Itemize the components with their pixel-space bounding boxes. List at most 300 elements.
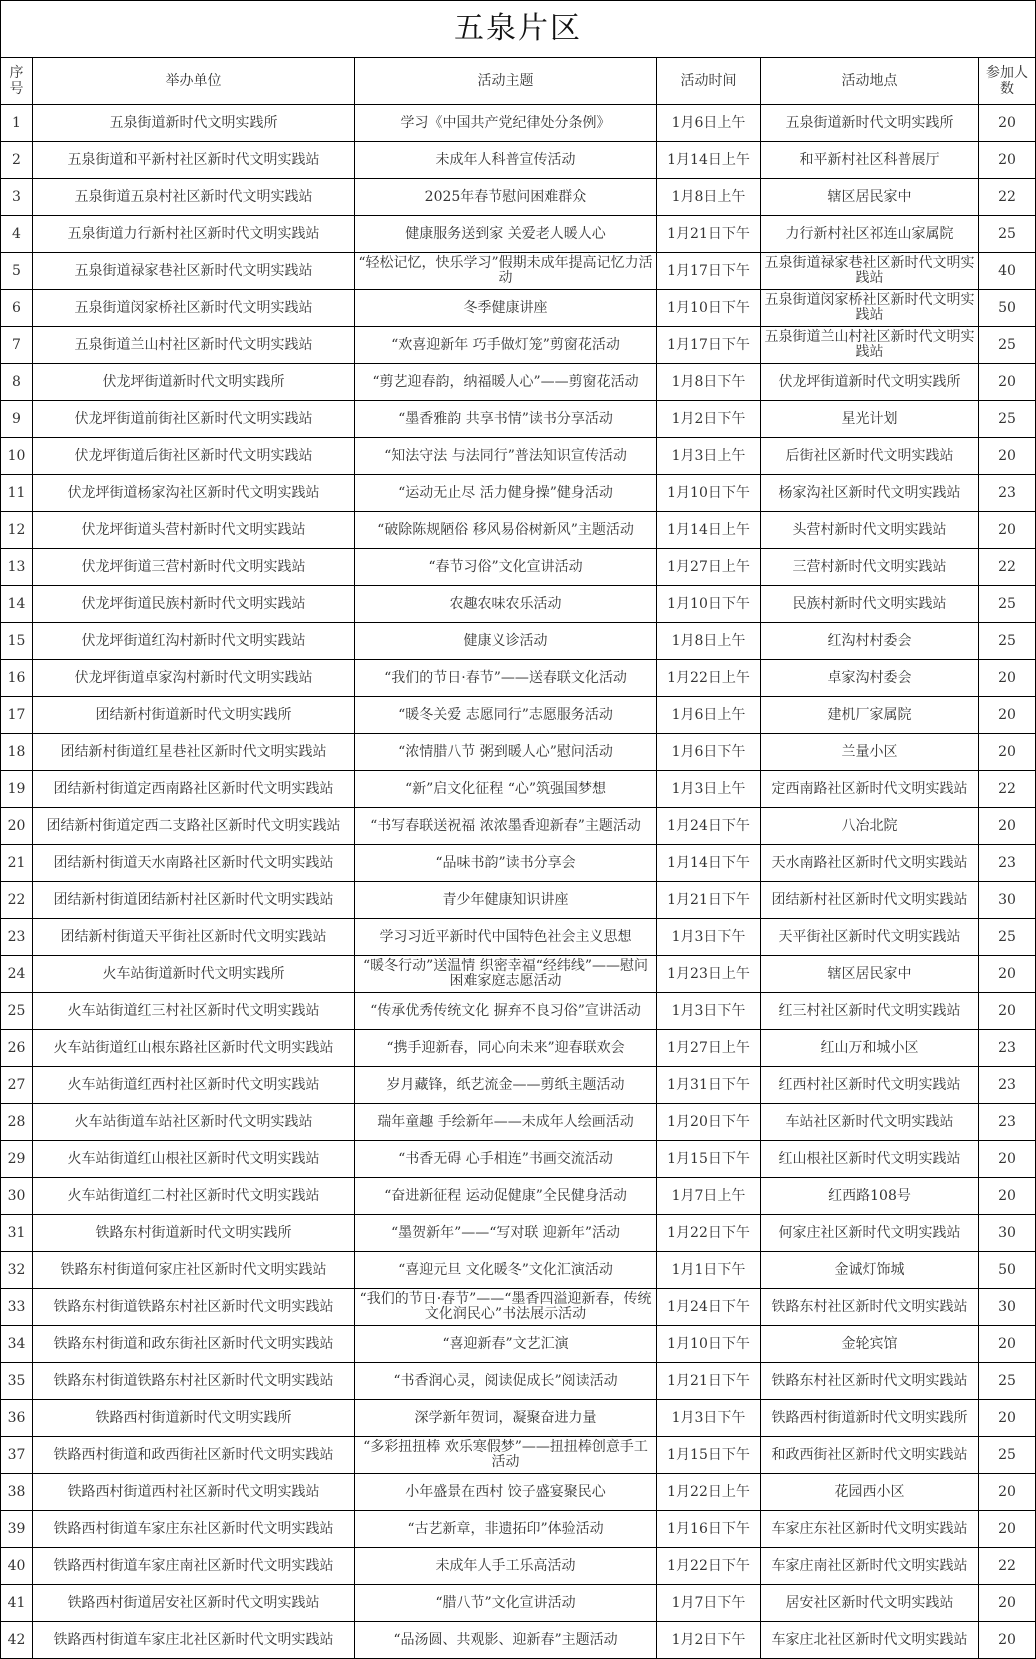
organizer-cell: 伏龙坪街道红沟村新时代文明实践站 [33, 623, 355, 660]
row-number: 24 [1, 956, 33, 993]
table-row [1, 1400, 1036, 1437]
row-number: 22 [1, 882, 33, 919]
organizer-cell: 火车站街道红山根社区新时代文明实践站 [33, 1141, 355, 1178]
table-row [1, 660, 1036, 697]
topic-cell: 小年盛景在西村 饺子盛宴聚民心 [355, 1474, 657, 1511]
topic-cell: “我们的节日·春节”——送春联文化活动 [355, 660, 657, 697]
place-cell: 红山万和城小区 [761, 1030, 979, 1067]
time-cell: 1月10日下午 [657, 475, 761, 512]
row-number: 30 [1, 1178, 33, 1215]
row-number: 21 [1, 845, 33, 882]
time-cell: 1月15日下午 [657, 1141, 761, 1178]
row-number: 17 [1, 697, 33, 734]
topic-cell: 未成年人科普宣传活动 [355, 142, 657, 179]
time-cell: 1月7日上午 [657, 1178, 761, 1215]
count-cell: 25 [979, 401, 1036, 438]
place-cell: 天平街社区新时代文明实践站 [761, 919, 979, 956]
topic-cell: 深学新年贺词，凝聚奋进力量 [355, 1400, 657, 1437]
table-row [1, 1252, 1036, 1289]
topic-cell: “浓情腊八节 粥到暖人心”慰问活动 [355, 734, 657, 771]
organizer-cell: 五泉街道和平新村社区新时代文明实践站 [33, 142, 355, 179]
topic-cell: 青少年健康知识讲座 [355, 882, 657, 919]
count-cell: 20 [979, 993, 1036, 1030]
time-cell: 1月2日下午 [657, 401, 761, 438]
place-cell: 车家庄北社区新时代文明实践站 [761, 1622, 979, 1659]
place-cell: 铁路西村街道新时代文明实践所 [761, 1400, 979, 1437]
organizer-cell: 铁路东村街道铁路东村社区新时代文明实践站 [33, 1363, 355, 1400]
table-row [1, 1363, 1036, 1400]
header-organizer: 举办单位 [33, 58, 355, 105]
organizer-cell: 铁路西村街道车家庄北社区新时代文明实践站 [33, 1622, 355, 1659]
table-row [1, 1104, 1036, 1141]
place-cell: 力行新村社区祁连山家属院 [761, 216, 979, 253]
title-row [1, 1, 1036, 58]
table-row [1, 253, 1036, 290]
table-row [1, 290, 1036, 327]
time-cell: 1月3日下午 [657, 919, 761, 956]
place-cell: 和平新村社区科普展厅 [761, 142, 979, 179]
time-cell: 1月1日下午 [657, 1252, 761, 1289]
count-cell: 23 [979, 1030, 1036, 1067]
time-cell: 1月23日上午 [657, 956, 761, 993]
organizer-cell: 铁路东村街道新时代文明实践所 [33, 1215, 355, 1252]
place-cell: 和政西街社区新时代文明实践站 [761, 1437, 979, 1474]
row-number: 29 [1, 1141, 33, 1178]
table-row [1, 475, 1036, 512]
place-cell: 团结新村社区新时代文明实践站 [761, 882, 979, 919]
table-row [1, 1511, 1036, 1548]
row-number: 10 [1, 438, 33, 475]
count-cell: 25 [979, 586, 1036, 623]
count-cell: 50 [979, 290, 1036, 327]
organizer-cell: 五泉街道力行新村社区新时代文明实践站 [33, 216, 355, 253]
time-cell: 1月22日下午 [657, 1548, 761, 1585]
row-number: 5 [1, 253, 33, 290]
organizer-cell: 铁路西村街道西村社区新时代文明实践站 [33, 1474, 355, 1511]
table-row [1, 734, 1036, 771]
count-cell: 23 [979, 1067, 1036, 1104]
row-number: 18 [1, 734, 33, 771]
time-cell: 1月8日上午 [657, 623, 761, 660]
topic-cell: “品味书韵”读书分享会 [355, 845, 657, 882]
row-number: 19 [1, 771, 33, 808]
count-cell: 20 [979, 438, 1036, 475]
table-row [1, 1622, 1036, 1659]
time-cell: 1月17日下午 [657, 253, 761, 290]
place-cell: 八冶北院 [761, 808, 979, 845]
header-row [1, 58, 1036, 105]
row-number: 26 [1, 1030, 33, 1067]
count-cell: 20 [979, 734, 1036, 771]
count-cell: 20 [979, 1511, 1036, 1548]
organizer-cell: 铁路东村街道和政东街社区新时代文明实践站 [33, 1326, 355, 1363]
table-row [1, 845, 1036, 882]
table-row [1, 1178, 1036, 1215]
count-cell: 23 [979, 845, 1036, 882]
topic-cell: 岁月藏锋，纸艺流金——剪纸主题活动 [355, 1067, 657, 1104]
place-cell: 天水南路社区新时代文明实践站 [761, 845, 979, 882]
time-cell: 1月21日下午 [657, 882, 761, 919]
place-cell: 三营村新时代文明实践站 [761, 549, 979, 586]
count-cell: 30 [979, 1215, 1036, 1252]
row-number: 31 [1, 1215, 33, 1252]
organizer-cell: 伏龙坪街道后街社区新时代文明实践站 [33, 438, 355, 475]
organizer-cell: 五泉街道五泉村社区新时代文明实践站 [33, 179, 355, 216]
topic-cell: “书写春联送祝福 浓浓墨香迎新春”主题活动 [355, 808, 657, 845]
time-cell: 1月21日下午 [657, 216, 761, 253]
place-cell: 卓家沟村委会 [761, 660, 979, 697]
row-number: 14 [1, 586, 33, 623]
topic-cell: “喜迎元旦 文化暖冬”文化汇演活动 [355, 1252, 657, 1289]
row-number: 13 [1, 549, 33, 586]
table-row [1, 956, 1036, 993]
place-cell: 后街社区新时代文明实践站 [761, 438, 979, 475]
organizer-cell: 铁路西村街道车家庄东社区新时代文明实践站 [33, 1511, 355, 1548]
topic-cell: “我们的节日·春节”——“墨香四溢迎新春，传统文化润民心”书法展示活动 [355, 1289, 657, 1326]
organizer-cell: 伏龙坪街道前街社区新时代文明实践站 [33, 401, 355, 438]
table-row [1, 179, 1036, 216]
row-number: 27 [1, 1067, 33, 1104]
table-row [1, 401, 1036, 438]
count-cell: 20 [979, 697, 1036, 734]
count-cell: 20 [979, 512, 1036, 549]
place-cell: 建机厂家属院 [761, 697, 979, 734]
organizer-cell: 铁路西村街道居安社区新时代文明实践站 [33, 1585, 355, 1622]
place-cell: 车家庄东社区新时代文明实践站 [761, 1511, 979, 1548]
topic-cell: “多彩扭扭棒 欢乐寒假梦”——扭扭棒创意手工活动 [355, 1437, 657, 1474]
time-cell: 1月27日上午 [657, 549, 761, 586]
topic-cell: “运动无止尽 活力健身操”健身活动 [355, 475, 657, 512]
organizer-cell: 铁路西村街道新时代文明实践所 [33, 1400, 355, 1437]
row-number: 37 [1, 1437, 33, 1474]
header-time: 活动时间 [657, 58, 761, 105]
time-cell: 1月22日上午 [657, 1474, 761, 1511]
time-cell: 1月22日上午 [657, 660, 761, 697]
place-cell: 五泉街道禄家巷社区新时代文明实践站 [761, 253, 979, 290]
count-cell: 23 [979, 1104, 1036, 1141]
time-cell: 1月3日上午 [657, 438, 761, 475]
time-cell: 1月16日下午 [657, 1511, 761, 1548]
count-cell: 22 [979, 771, 1036, 808]
table-row [1, 1067, 1036, 1104]
count-cell: 20 [979, 1326, 1036, 1363]
row-number: 16 [1, 660, 33, 697]
place-cell: 何家庄社区新时代文明实践站 [761, 1215, 979, 1252]
table-row [1, 142, 1036, 179]
topic-cell: “墨香雅韵 共享书情”读书分享活动 [355, 401, 657, 438]
place-cell: 金轮宾馆 [761, 1326, 979, 1363]
organizer-cell: 团结新村街道定西南路社区新时代文明实践站 [33, 771, 355, 808]
organizer-cell: 团结新村街道红星巷社区新时代文明实践站 [33, 734, 355, 771]
count-cell: 25 [979, 919, 1036, 956]
count-cell: 20 [979, 142, 1036, 179]
organizer-cell: 伏龙坪街道杨家沟社区新时代文明实践站 [33, 475, 355, 512]
topic-cell: 未成年人手工乐高活动 [355, 1548, 657, 1585]
time-cell: 1月17日下午 [657, 327, 761, 364]
topic-cell: “暖冬行动”送温情 织密幸福“经纬线”——慰问困难家庭志愿活动 [355, 956, 657, 993]
row-number: 34 [1, 1326, 33, 1363]
time-cell: 1月10日下午 [657, 586, 761, 623]
row-number: 28 [1, 1104, 33, 1141]
header-count: 参加人数 [979, 58, 1036, 105]
row-number: 32 [1, 1252, 33, 1289]
count-cell: 22 [979, 1548, 1036, 1585]
header-topic: 活动主题 [355, 58, 657, 105]
time-cell: 1月31日下午 [657, 1067, 761, 1104]
count-cell: 25 [979, 1437, 1036, 1474]
row-number: 20 [1, 808, 33, 845]
row-number: 12 [1, 512, 33, 549]
topic-cell: 健康义诊活动 [355, 623, 657, 660]
organizer-cell: 五泉街道禄家巷社区新时代文明实践站 [33, 253, 355, 290]
topic-cell: “品汤圆、共观影、迎新春”主题活动 [355, 1622, 657, 1659]
row-number: 23 [1, 919, 33, 956]
time-cell: 1月22日下午 [657, 1215, 761, 1252]
table-row [1, 1141, 1036, 1178]
organizer-cell: 团结新村街道新时代文明实践所 [33, 697, 355, 734]
topic-cell: “破除陈规陋俗 移风易俗树新风”主题活动 [355, 512, 657, 549]
time-cell: 1月24日下午 [657, 1289, 761, 1326]
organizer-cell: 火车站街道新时代文明实践所 [33, 956, 355, 993]
time-cell: 1月21日下午 [657, 1363, 761, 1400]
count-cell: 25 [979, 216, 1036, 253]
place-cell: 兰量小区 [761, 734, 979, 771]
count-cell: 20 [979, 364, 1036, 401]
count-cell: 20 [979, 1622, 1036, 1659]
time-cell: 1月6日下午 [657, 734, 761, 771]
topic-cell: “喜迎新春”文艺汇演 [355, 1326, 657, 1363]
topic-cell: “腊八节”文化宣讲活动 [355, 1585, 657, 1622]
table-row [1, 512, 1036, 549]
topic-cell: 瑞年童趣 手绘新年——未成年人绘画活动 [355, 1104, 657, 1141]
topic-cell: 农趣农味农乐活动 [355, 586, 657, 623]
time-cell: 1月8日下午 [657, 364, 761, 401]
time-cell: 1月3日上午 [657, 771, 761, 808]
time-cell: 1月27日上午 [657, 1030, 761, 1067]
organizer-cell: 伏龙坪街道卓家沟村新时代文明实践站 [33, 660, 355, 697]
table-row [1, 438, 1036, 475]
row-number: 11 [1, 475, 33, 512]
place-cell: 星光计划 [761, 401, 979, 438]
row-number: 3 [1, 179, 33, 216]
place-cell: 铁路东村社区新时代文明实践站 [761, 1363, 979, 1400]
organizer-cell: 团结新村街道天水南路社区新时代文明实践站 [33, 845, 355, 882]
count-cell: 30 [979, 1289, 1036, 1326]
count-cell: 25 [979, 623, 1036, 660]
row-number: 7 [1, 327, 33, 364]
row-number: 38 [1, 1474, 33, 1511]
count-cell: 20 [979, 808, 1036, 845]
place-cell: 车家庄南社区新时代文明实践站 [761, 1548, 979, 1585]
organizer-cell: 五泉街道新时代文明实践所 [33, 105, 355, 142]
table-row [1, 919, 1036, 956]
place-cell: 杨家沟社区新时代文明实践站 [761, 475, 979, 512]
table-row [1, 882, 1036, 919]
time-cell: 1月3日下午 [657, 1400, 761, 1437]
count-cell: 20 [979, 1474, 1036, 1511]
table-row [1, 771, 1036, 808]
table-row [1, 1474, 1036, 1511]
organizer-cell: 铁路西村街道车家庄南社区新时代文明实践站 [33, 1548, 355, 1585]
row-number: 15 [1, 623, 33, 660]
table-row [1, 105, 1036, 142]
count-cell: 50 [979, 1252, 1036, 1289]
row-number: 4 [1, 216, 33, 253]
place-cell: 辖区居民家中 [761, 179, 979, 216]
table-row [1, 364, 1036, 401]
time-cell: 1月2日下午 [657, 1622, 761, 1659]
place-cell: 五泉街道新时代文明实践所 [761, 105, 979, 142]
header-place: 活动地点 [761, 58, 979, 105]
table-row [1, 327, 1036, 364]
organizer-cell: 团结新村街道定西二支路社区新时代文明实践站 [33, 808, 355, 845]
organizer-cell: 团结新村街道天平街社区新时代文明实践站 [33, 919, 355, 956]
place-cell: 红山根社区新时代文明实践站 [761, 1141, 979, 1178]
row-number: 9 [1, 401, 33, 438]
row-number: 40 [1, 1548, 33, 1585]
topic-cell: “书香无碍 心手相连”书画交流活动 [355, 1141, 657, 1178]
topic-cell: 冬季健康讲座 [355, 290, 657, 327]
organizer-cell: 五泉街道闵家桥社区新时代文明实践站 [33, 290, 355, 327]
table-row [1, 808, 1036, 845]
place-cell: 居安社区新时代文明实践站 [761, 1585, 979, 1622]
count-cell: 20 [979, 660, 1036, 697]
row-number: 41 [1, 1585, 33, 1622]
table-row [1, 1326, 1036, 1363]
organizer-cell: 伏龙坪街道三营村新时代文明实践站 [33, 549, 355, 586]
count-cell: 22 [979, 549, 1036, 586]
place-cell: 头营村新时代文明实践站 [761, 512, 979, 549]
time-cell: 1月6日上午 [657, 697, 761, 734]
time-cell: 1月6日上午 [657, 105, 761, 142]
time-cell: 1月10日下午 [657, 1326, 761, 1363]
place-cell: 辖区居民家中 [761, 956, 979, 993]
time-cell: 1月24日下午 [657, 808, 761, 845]
place-cell: 金诚灯饰城 [761, 1252, 979, 1289]
table-row [1, 1548, 1036, 1585]
time-cell: 1月14日上午 [657, 142, 761, 179]
row-number: 36 [1, 1400, 33, 1437]
row-number: 25 [1, 993, 33, 1030]
place-cell: 红西村社区新时代文明实践站 [761, 1067, 979, 1104]
place-cell: 红西路108号 [761, 1178, 979, 1215]
row-number: 39 [1, 1511, 33, 1548]
place-cell: 铁路东村社区新时代文明实践站 [761, 1289, 979, 1326]
table-row [1, 697, 1036, 734]
topic-cell: “书香润心灵，阅读促成长”阅读活动 [355, 1363, 657, 1400]
topic-cell: “奋进新征程 运动促健康”全民健身活动 [355, 1178, 657, 1215]
header-no: 序号 [1, 58, 33, 105]
place-cell: 五泉街道闵家桥社区新时代文明实践站 [761, 290, 979, 327]
count-cell: 20 [979, 956, 1036, 993]
organizer-cell: 铁路东村街道何家庄社区新时代文明实践站 [33, 1252, 355, 1289]
topic-cell: “春节习俗”文化宣讲活动 [355, 549, 657, 586]
sheet-title: 五泉片区 [1, 1, 1036, 58]
count-cell: 20 [979, 1178, 1036, 1215]
count-cell: 20 [979, 1585, 1036, 1622]
count-cell: 25 [979, 1363, 1036, 1400]
topic-cell: “新”启文化征程 “心”筑强国梦想 [355, 771, 657, 808]
place-cell: 红沟村村委会 [761, 623, 979, 660]
time-cell: 1月14日上午 [657, 512, 761, 549]
count-cell: 30 [979, 882, 1036, 919]
topic-cell: “墨贺新年”——“写对联 迎新年”活动 [355, 1215, 657, 1252]
row-number: 2 [1, 142, 33, 179]
topic-cell: “传承优秀传统文化 摒弃不良习俗”宣讲活动 [355, 993, 657, 1030]
organizer-cell: 火车站街道红二村社区新时代文明实践站 [33, 1178, 355, 1215]
row-number: 33 [1, 1289, 33, 1326]
time-cell: 1月10日下午 [657, 290, 761, 327]
row-number: 1 [1, 105, 33, 142]
count-cell: 25 [979, 327, 1036, 364]
table-row [1, 1030, 1036, 1067]
organizer-cell: 火车站街道红三村社区新时代文明实践站 [33, 993, 355, 1030]
row-number: 6 [1, 290, 33, 327]
table-row [1, 1585, 1036, 1622]
table-row [1, 623, 1036, 660]
organizer-cell: 伏龙坪街道新时代文明实践所 [33, 364, 355, 401]
organizer-cell: 火车站街道车站社区新时代文明实践站 [33, 1104, 355, 1141]
count-cell: 23 [979, 475, 1036, 512]
table-row [1, 586, 1036, 623]
time-cell: 1月14日下午 [657, 845, 761, 882]
topic-cell: “携手迎新春，同心向未来”迎春联欢会 [355, 1030, 657, 1067]
organizer-cell: 铁路西村街道和政西街社区新时代文明实践站 [33, 1437, 355, 1474]
topic-cell: “古艺新章，非遗拓印”体验活动 [355, 1511, 657, 1548]
table-row [1, 1289, 1036, 1326]
topic-cell: 学习习近平新时代中国特色社会主义思想 [355, 919, 657, 956]
row-number: 35 [1, 1363, 33, 1400]
topic-cell: 2025年春节慰问困难群众 [355, 179, 657, 216]
table-row [1, 993, 1036, 1030]
topic-cell: “剪艺迎春韵，纳福暖人心”——剪窗花活动 [355, 364, 657, 401]
organizer-cell: 五泉街道兰山村社区新时代文明实践站 [33, 327, 355, 364]
place-cell: 车站社区新时代文明实践站 [761, 1104, 979, 1141]
row-number: 42 [1, 1622, 33, 1659]
topic-cell: “欢喜迎新年 巧手做灯笼”剪窗花活动 [355, 327, 657, 364]
organizer-cell: 火车站街道红西村社区新时代文明实践站 [33, 1067, 355, 1104]
count-cell: 20 [979, 1400, 1036, 1437]
topic-cell: 学习《中国共产党纪律处分条例》 [355, 105, 657, 142]
place-cell: 花园西小区 [761, 1474, 979, 1511]
count-cell: 40 [979, 253, 1036, 290]
topic-cell: 健康服务送到家 关爱老人暖人心 [355, 216, 657, 253]
place-cell: 民族村新时代文明实践站 [761, 586, 979, 623]
time-cell: 1月15日下午 [657, 1437, 761, 1474]
place-cell: 五泉街道兰山村社区新时代文明实践站 [761, 327, 979, 364]
time-cell: 1月20日下午 [657, 1104, 761, 1141]
place-cell: 定西南路社区新时代文明实践站 [761, 771, 979, 808]
place-cell: 伏龙坪街道新时代文明实践所 [761, 364, 979, 401]
organizer-cell: 伏龙坪街道民族村新时代文明实践站 [33, 586, 355, 623]
table-row [1, 216, 1036, 253]
topic-cell: “知法守法 与法同行”普法知识宣传活动 [355, 438, 657, 475]
time-cell: 1月8日上午 [657, 179, 761, 216]
table-row [1, 1215, 1036, 1252]
table-row [1, 1437, 1036, 1474]
time-cell: 1月7日下午 [657, 1585, 761, 1622]
organizer-cell: 伏龙坪街道头营村新时代文明实践站 [33, 512, 355, 549]
topic-cell: “暖冬关爱 志愿同行”志愿服务活动 [355, 697, 657, 734]
organizer-cell: 团结新村街道团结新村社区新时代文明实践站 [33, 882, 355, 919]
table-row [1, 549, 1036, 586]
organizer-cell: 铁路东村街道铁路东村社区新时代文明实践站 [33, 1289, 355, 1326]
count-cell: 22 [979, 179, 1036, 216]
organizer-cell: 火车站街道红山根东路社区新时代文明实践站 [33, 1030, 355, 1067]
count-cell: 20 [979, 1141, 1036, 1178]
topic-cell: “轻松记忆，快乐学习”假期未成年提高记忆力活动 [355, 253, 657, 290]
place-cell: 红三村社区新时代文明实践站 [761, 993, 979, 1030]
